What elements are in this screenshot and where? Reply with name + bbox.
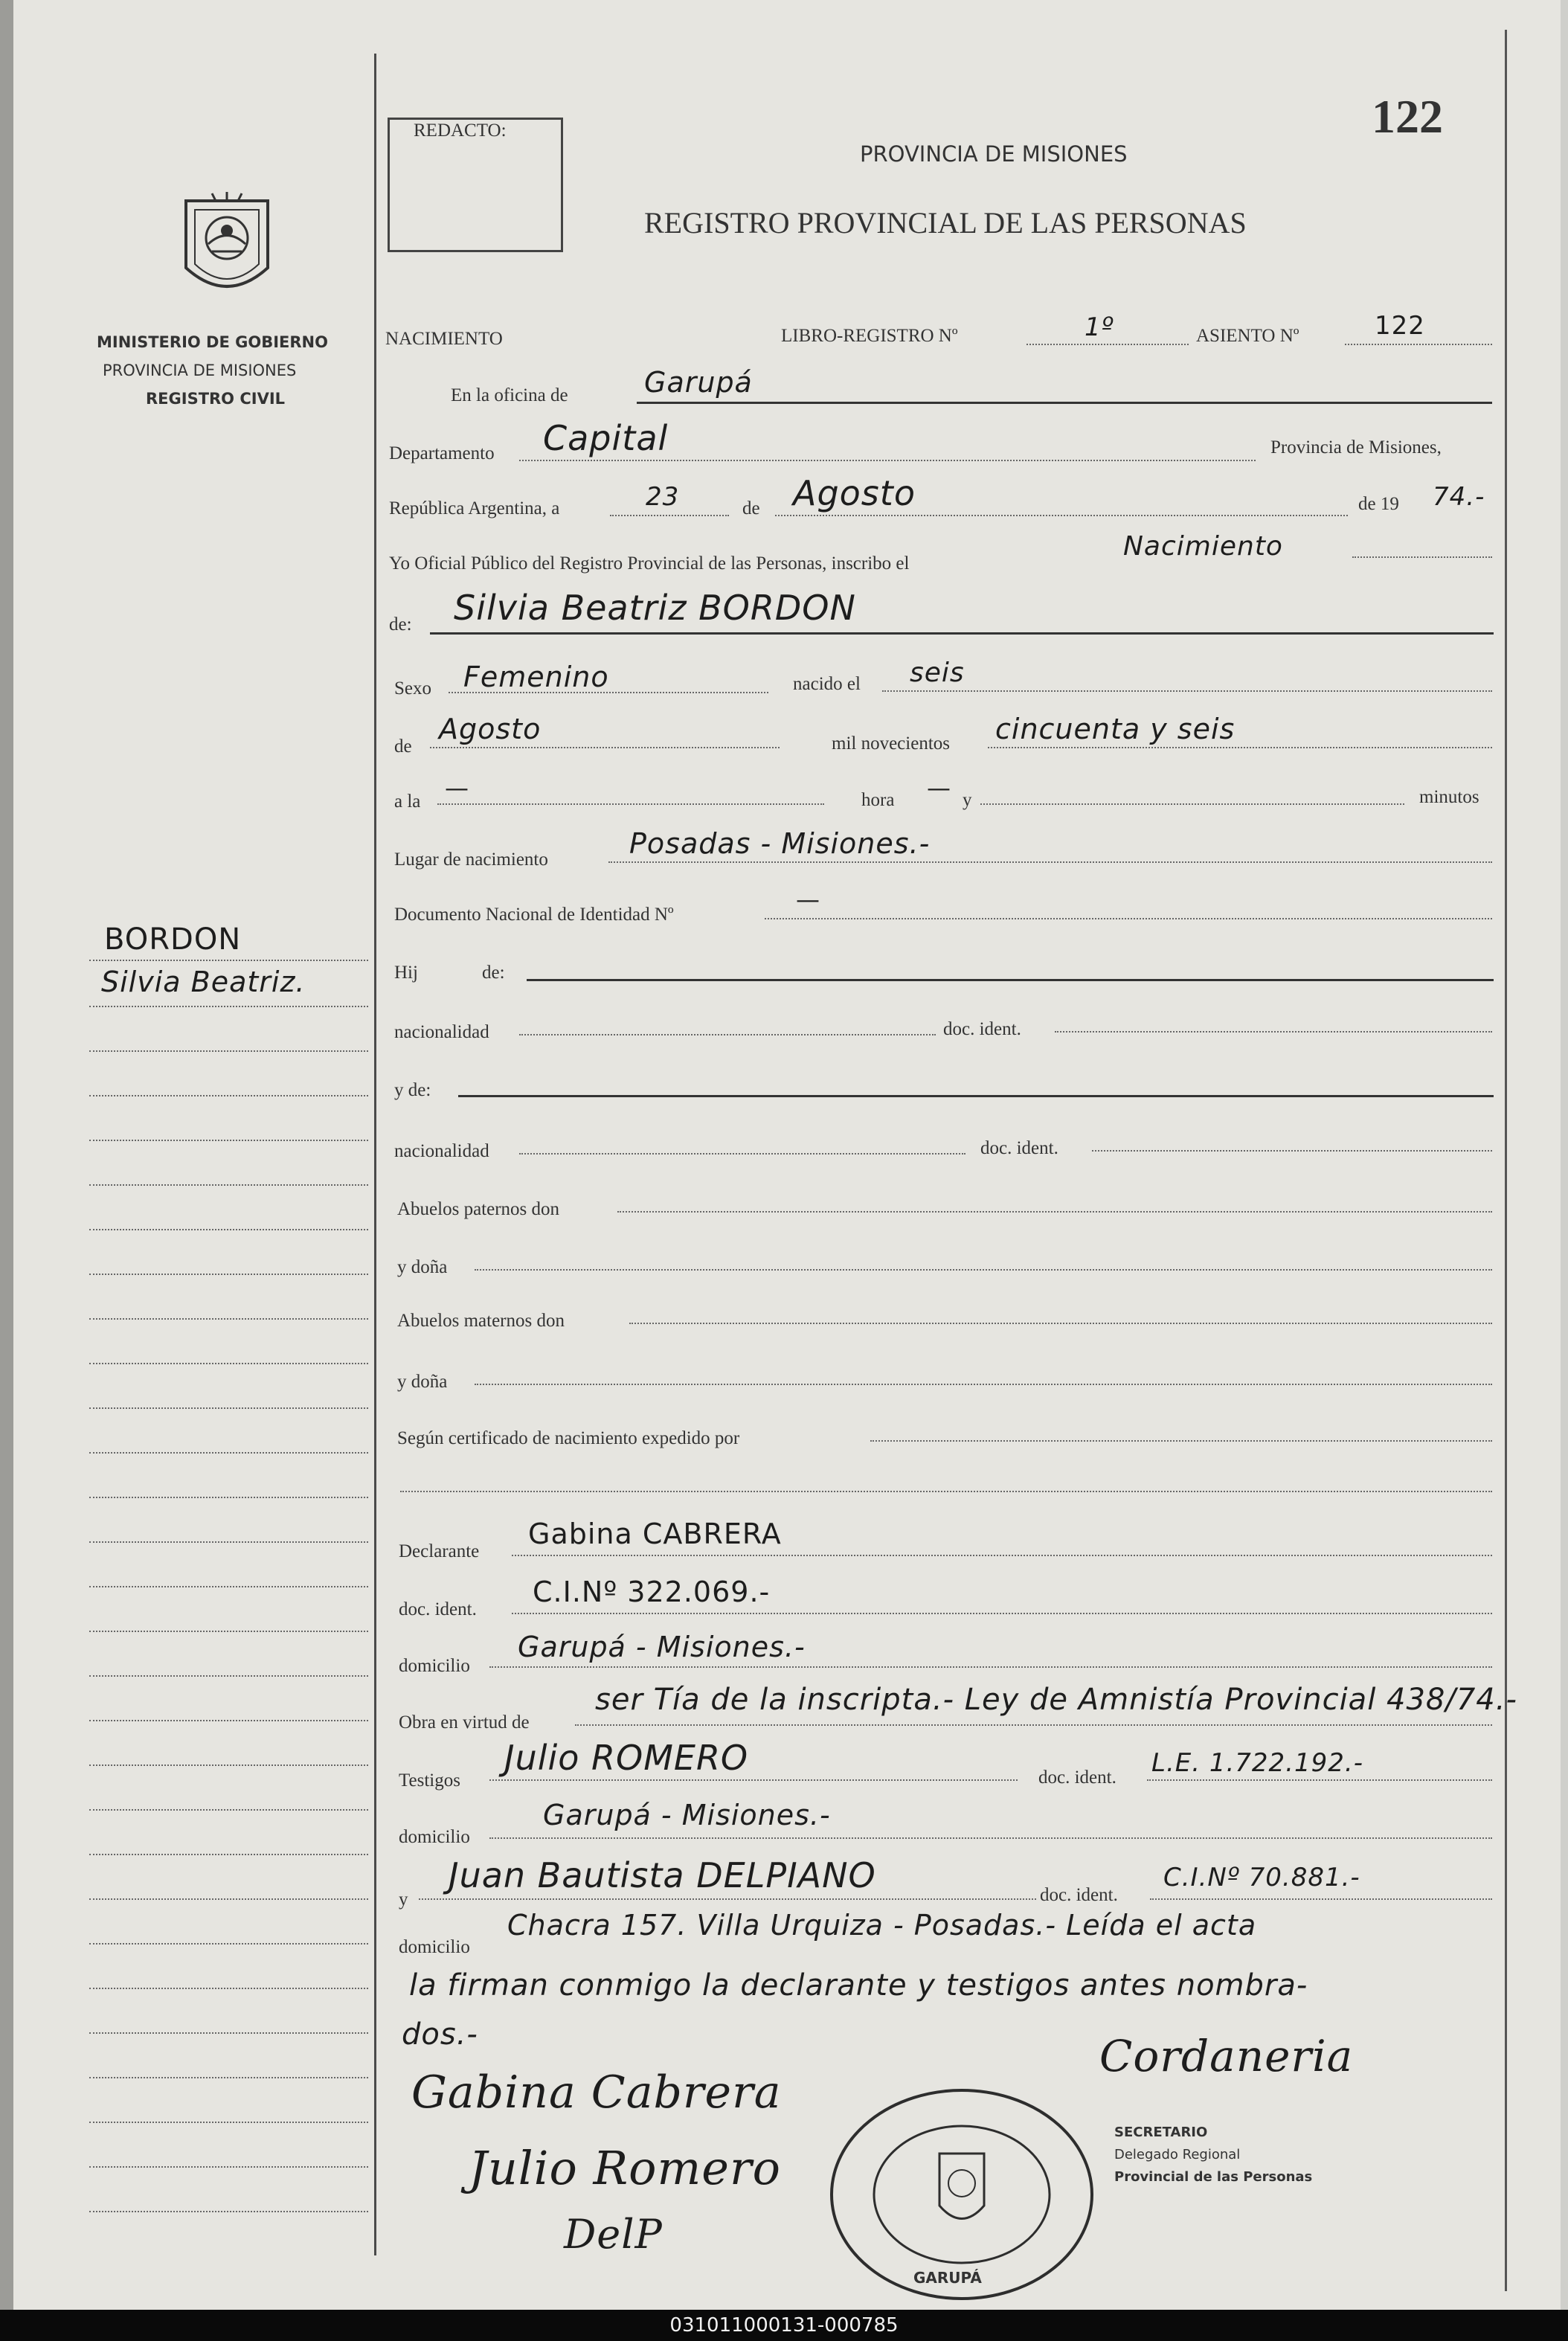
nombre-value: Silvia Beatriz BORDON	[454, 588, 856, 628]
abuelos-paternos-label: Abuelos paternos don	[397, 1199, 560, 1219]
mes-nac-value: Agosto	[439, 713, 542, 745]
signature-testigo1: Julio Romero	[469, 2141, 781, 2195]
anio-nac-value: cincuenta y seis	[995, 713, 1236, 745]
document-sheet	[13, 0, 1561, 2310]
a-la-label: a la	[394, 791, 421, 812]
nacionalidad-label-2: nacionalidad	[394, 1141, 489, 1161]
hijo-label-a: Hij	[394, 963, 418, 983]
y-dona-label-1: y doña	[397, 1257, 448, 1277]
domicilio-label-3: domicilio	[399, 1937, 470, 1957]
nacido-label: nacido el	[793, 674, 861, 694]
inscribo-value: Nacimiento	[1123, 531, 1283, 562]
page-number: 122	[1372, 90, 1443, 143]
asiento-label: ASIENTO Nº	[1196, 326, 1299, 346]
oficina-label: En la oficina de	[451, 385, 568, 405]
closing-line-2: dos.-	[402, 2017, 478, 2052]
province-label: PROVINCIA DE MISIONES	[103, 362, 297, 379]
republica-label: República Argentina, a	[389, 498, 560, 518]
testigo2-value: Juan Bautista DELPIANO	[449, 1855, 876, 1895]
hora-min-value: —	[927, 774, 951, 802]
testigos-label: Testigos	[399, 1770, 460, 1791]
dni-label: Documento Nacional de Identidad Nº	[394, 905, 674, 925]
right-border	[1505, 30, 1507, 2291]
libro-value: 1º	[1085, 312, 1114, 342]
abuelos-maternos-label: Abuelos maternos don	[397, 1311, 565, 1331]
official-stamp-line3: Provincial de las Personas	[1114, 2169, 1313, 2185]
de-colon-label: de:	[389, 614, 412, 635]
ministry-label: MINISTERIO DE GOBIERNO	[97, 333, 328, 351]
signature-testigo2: DelP	[564, 2211, 663, 2258]
official-stamp-line2: Delegado Regional	[1114, 2147, 1241, 2162]
redacto-label: REDACTO:	[414, 121, 507, 141]
testigo1-value: Julio ROMERO	[504, 1738, 749, 1778]
testigo1-doc-label: doc. ident.	[1038, 1767, 1116, 1788]
decl-domicilio-value: Garupá - Misiones.-	[518, 1631, 806, 1663]
decl-doc-value: C.I.Nº 322.069.-	[533, 1576, 771, 1608]
year-prefix: de 19	[1358, 494, 1399, 514]
registry-stamp-bottom: GARUPÁ	[913, 2269, 982, 2287]
libro-label: LIBRO-REGISTRO Nº	[781, 326, 958, 346]
month-value: Agosto	[793, 473, 916, 513]
nacido-value: seis	[910, 658, 965, 688]
sexo-label: Sexo	[394, 678, 431, 699]
act-type-label: NACIMIENTO	[385, 329, 503, 349]
de-mes-label: de	[394, 736, 412, 757]
hora-label: hora	[861, 790, 895, 810]
y-dona-label-2: y doña	[397, 1372, 448, 1392]
margin-surname: BORDON	[104, 922, 242, 957]
declarante-label: Declarante	[399, 1541, 480, 1561]
domicilio-label-1: domicilio	[399, 1656, 470, 1676]
dni-value: —	[796, 885, 820, 913]
domicilio-label-2: domicilio	[399, 1827, 470, 1847]
obra-label: Obra en virtud de	[399, 1712, 530, 1733]
signature-oficial: Cordaneria	[1099, 2031, 1354, 2081]
departamento-value: Capital	[543, 418, 669, 458]
obra-value: ser Tía de la inscripta.- Ley de Amnistía Provincial 438/74.-	[595, 1683, 1517, 1717]
header-registry: REGISTRO PROVINCIAL DE LAS PERSONAS	[644, 206, 1247, 240]
signature-declarante: Gabina Cabrera	[411, 2067, 782, 2119]
departamento-label: Departamento	[389, 443, 495, 463]
y-label: y	[963, 790, 972, 810]
lugar-value: Posadas - Misiones.-	[629, 827, 931, 860]
de-label: de	[742, 498, 760, 518]
testigo2-domicilio-value: Chacra 157. Villa Urquiza - Posadas.- Leída el acta	[507, 1909, 1257, 1942]
provincial-seal-icon	[171, 186, 283, 305]
year-value: 74.-	[1433, 482, 1485, 512]
testigo1-doc-value: L.E. 1.722.192.-	[1151, 1748, 1363, 1778]
header-province: PROVINCIA DE MISIONES	[860, 141, 1128, 167]
oficial-text: Yo Oficial Público del Registro Provincial de las Personas, inscribo el	[389, 553, 910, 574]
y-de-label: y de:	[394, 1080, 431, 1100]
column-divider	[374, 54, 376, 2255]
official-stamp-line1: SECRETARIO	[1114, 2125, 1208, 2140]
oficina-value: Garupá	[644, 366, 753, 399]
asiento-value: 122	[1375, 311, 1425, 341]
hora-value: —	[445, 774, 469, 802]
image-code-footer: 031011000131-000785	[0, 2310, 1568, 2341]
page-binding-edge	[0, 0, 13, 2310]
testigo2-doc-label: doc. ident.	[1040, 1885, 1118, 1905]
declarante-value: Gabina CABRERA	[528, 1518, 782, 1550]
decl-doc-label: doc. ident.	[399, 1599, 477, 1619]
hijo-label-b: de:	[482, 963, 505, 983]
y-testigo-label: y	[399, 1889, 408, 1910]
doc-ident-label-1: doc. ident.	[943, 1019, 1021, 1039]
testigo1-domicilio-value: Garupá - Misiones.-	[543, 1799, 831, 1831]
segun-label: Según certificado de nacimiento expedido por	[397, 1428, 740, 1448]
registry-civil-label: REGISTRO CIVIL	[146, 390, 286, 408]
sexo-value: Femenino	[463, 661, 609, 693]
day-value: 23	[646, 482, 680, 512]
lugar-label: Lugar de nacimiento	[394, 850, 548, 870]
mil-label: mil novecientos	[832, 733, 950, 754]
closing-line-1: la firman conmigo la declarante y testigos antes nombra-	[409, 1968, 1308, 2003]
nacionalidad-label-1: nacionalidad	[394, 1022, 489, 1042]
minutos-label: minutos	[1419, 787, 1479, 807]
doc-ident-label-2: doc. ident.	[980, 1138, 1058, 1158]
provincia-suffix: Provincia de Misiones,	[1270, 437, 1442, 457]
testigo2-doc-value: C.I.Nº 70.881.-	[1163, 1863, 1360, 1892]
margin-names: Silvia Beatriz.	[101, 966, 306, 998]
